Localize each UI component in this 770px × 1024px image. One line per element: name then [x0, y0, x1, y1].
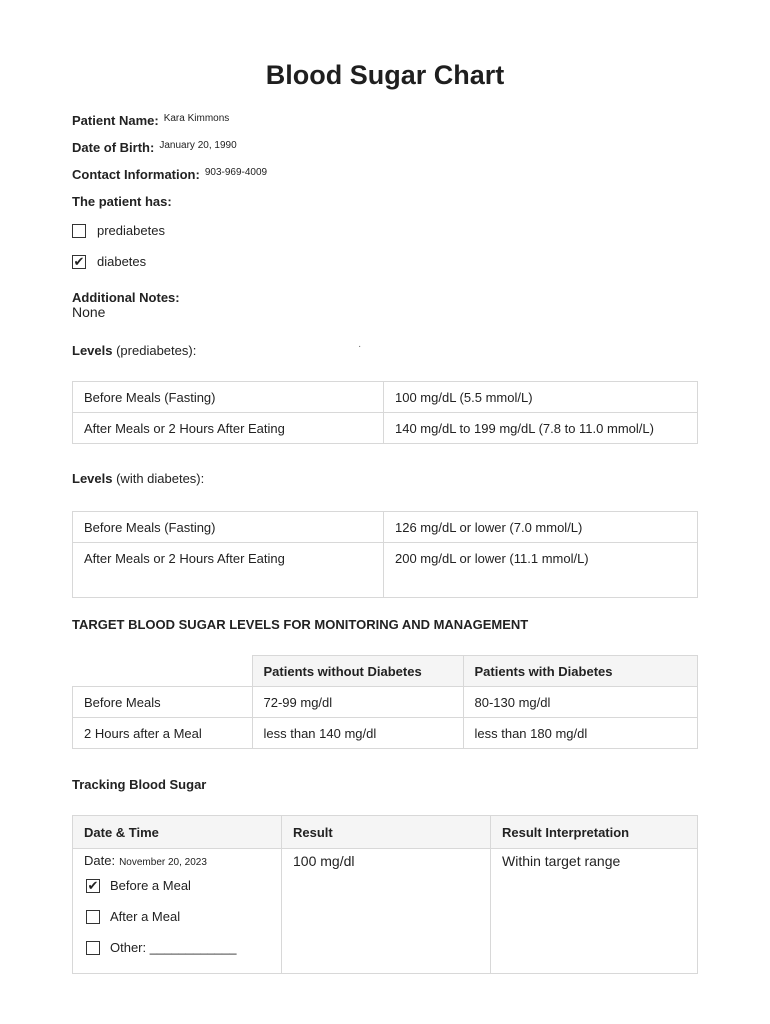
checkbox-other[interactable]: [86, 941, 100, 955]
contact-value: 903-969-4009: [204, 167, 268, 178]
table-row: [73, 718, 698, 749]
condition-prediabetes[interactable]: [72, 223, 165, 238]
table-cell: Before Meals: [73, 687, 253, 718]
levels-bold: Levels: [72, 343, 113, 358]
condition-diabetes[interactable]: [72, 254, 146, 269]
contact-label: Contact Information:: [72, 167, 200, 182]
patient-name-label: Patient Name:: [72, 113, 159, 128]
table-header-row: [73, 816, 698, 849]
patient-name-value: Kara Kimmons: [163, 113, 230, 124]
checkbox-before-meal[interactable]: ✔: [87, 878, 99, 893]
notes-label: Additional Notes:: [72, 290, 180, 305]
option-label: Before a Meal: [110, 878, 191, 893]
levels-bold: Levels: [72, 471, 113, 486]
diabetes-levels-table: [72, 511, 698, 598]
table-cell: 126 mg/dL or lower (7.0 mmol/L): [384, 512, 698, 543]
option-label: Other: ____________: [110, 940, 237, 955]
tracking-table: [72, 815, 698, 974]
table-header: Patients with Diabetes: [463, 656, 698, 687]
interpretation-cell: [491, 849, 698, 974]
condition-label: prediabetes: [97, 223, 165, 238]
table-cell: After Meals or 2 Hours After Eating: [73, 543, 384, 598]
levels-rest: (prediabetes):: [112, 343, 197, 358]
date-value: November 20, 2023: [119, 857, 207, 868]
table-row: [73, 512, 698, 543]
table-cell: Before Meals (Fasting): [73, 512, 384, 543]
table-header-blank: [73, 656, 253, 687]
table-cell: 80-130 mg/dl: [463, 687, 698, 718]
notes-value: None: [72, 304, 106, 320]
page-title: Blood Sugar Chart: [265, 60, 505, 90]
table-row: [73, 543, 698, 598]
checkbox-after-meal[interactable]: [86, 910, 100, 924]
dob-field: [72, 140, 237, 155]
contact-field: [72, 167, 267, 182]
condition-label: diabetes: [97, 254, 147, 269]
date-label: Date:: [84, 853, 116, 868]
table-cell: 200 mg/dL or lower (11.1 mmol/L): [384, 543, 698, 598]
interpretation-value: Within target range: [502, 853, 621, 869]
table-cell: less than 180 mg/dl: [463, 718, 698, 749]
table-header: Result Interpretation: [491, 816, 698, 849]
table-header: Date & Time: [73, 816, 282, 849]
result-value: 100 mg/dl: [293, 853, 355, 869]
date-time-cell: [73, 849, 282, 974]
patient-name-field: [72, 113, 229, 128]
checkbox-prediabetes[interactable]: [72, 224, 86, 238]
table-header: Result: [282, 816, 491, 849]
table-row: [73, 849, 698, 974]
option-before-meal[interactable]: [84, 870, 270, 901]
table-header: Patients without Diabetes: [252, 656, 463, 687]
table-cell: Before Meals (Fasting): [73, 382, 384, 413]
target-levels-table: [72, 655, 698, 749]
levels-prediabetes-label: [72, 343, 196, 358]
table-cell: 2 Hours after a Meal: [73, 718, 253, 749]
result-cell: [282, 849, 491, 974]
date-line: [84, 853, 270, 868]
table-cell: 140 mg/dL to 199 mg/dL (7.8 to 11.0 mmol/L): [384, 413, 698, 444]
option-other[interactable]: [84, 932, 270, 963]
dob-label: Date of Birth:: [72, 140, 155, 155]
table-row: [73, 413, 698, 444]
option-after-meal[interactable]: [84, 901, 270, 932]
table-cell: 100 mg/dL (5.5 mmol/L): [384, 382, 698, 413]
patient-has-label: The patient has:: [72, 194, 172, 209]
tracking-label: Tracking Blood Sugar: [72, 777, 207, 792]
table-row: [73, 382, 698, 413]
levels-rest: (with diabetes):: [112, 471, 205, 486]
checkbox-diabetes[interactable]: ✔: [73, 254, 85, 269]
table-cell: less than 140 mg/dl: [252, 718, 463, 749]
targets-heading: TARGET BLOOD SUGAR LEVELS FOR MONITORING AND MANAGEMENT: [72, 617, 529, 632]
stray-dot: ·: [358, 341, 362, 352]
prediabetes-levels-table: [72, 381, 698, 444]
dob-value: January 20, 1990: [159, 140, 237, 151]
levels-diabetes-label: [72, 471, 204, 486]
table-cell: 72-99 mg/dl: [252, 687, 463, 718]
table-header-row: [73, 656, 698, 687]
table-row: [73, 687, 698, 718]
table-cell: After Meals or 2 Hours After Eating: [73, 413, 384, 444]
option-label: After a Meal: [110, 909, 181, 924]
